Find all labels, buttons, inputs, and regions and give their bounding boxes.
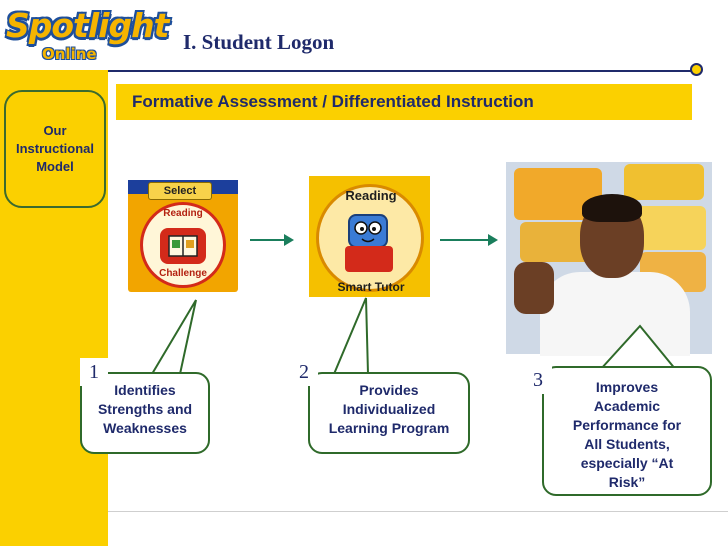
badge-bottom-text: Challenge [159, 268, 207, 279]
step-callout [542, 366, 712, 496]
step-callout [308, 372, 470, 454]
logo-subtitle: Online [42, 45, 97, 63]
model-label-line: Instructional [15, 141, 94, 156]
callout-line: Identifies [114, 382, 176, 398]
callout-line: Academic [593, 398, 661, 414]
banner-title: Formative Assessment / Differentiated Instruction [132, 92, 534, 111]
callout-line: Improves [595, 379, 659, 395]
badge-top-text: Reading [163, 208, 203, 219]
callout-line: Strengths and [97, 401, 193, 417]
model-label-line: Our [43, 123, 67, 138]
step-number: 3 [524, 366, 552, 394]
callout-line: Individualized [342, 401, 436, 417]
model-label-line: Model [36, 159, 74, 174]
step-number: 2 [290, 358, 318, 386]
callout-line: Provides [359, 382, 419, 398]
logo-wordmark: Spotlight [6, 6, 169, 45]
callout-line: Learning Program [328, 420, 450, 436]
badge-bottom-text: Smart Tutor [337, 280, 405, 294]
callout-line: All Students, [584, 436, 670, 452]
page-title: I. Student Logon [183, 30, 335, 54]
badge-top-text: Reading [345, 188, 397, 203]
callout-line: Risk” [608, 474, 646, 490]
select-button[interactable]: Select [148, 182, 212, 200]
callout-line: Performance for [572, 417, 682, 433]
callout-line: Weaknesses [103, 420, 187, 436]
step-number: 1 [80, 358, 108, 386]
callout-line: especially “At [580, 455, 674, 471]
